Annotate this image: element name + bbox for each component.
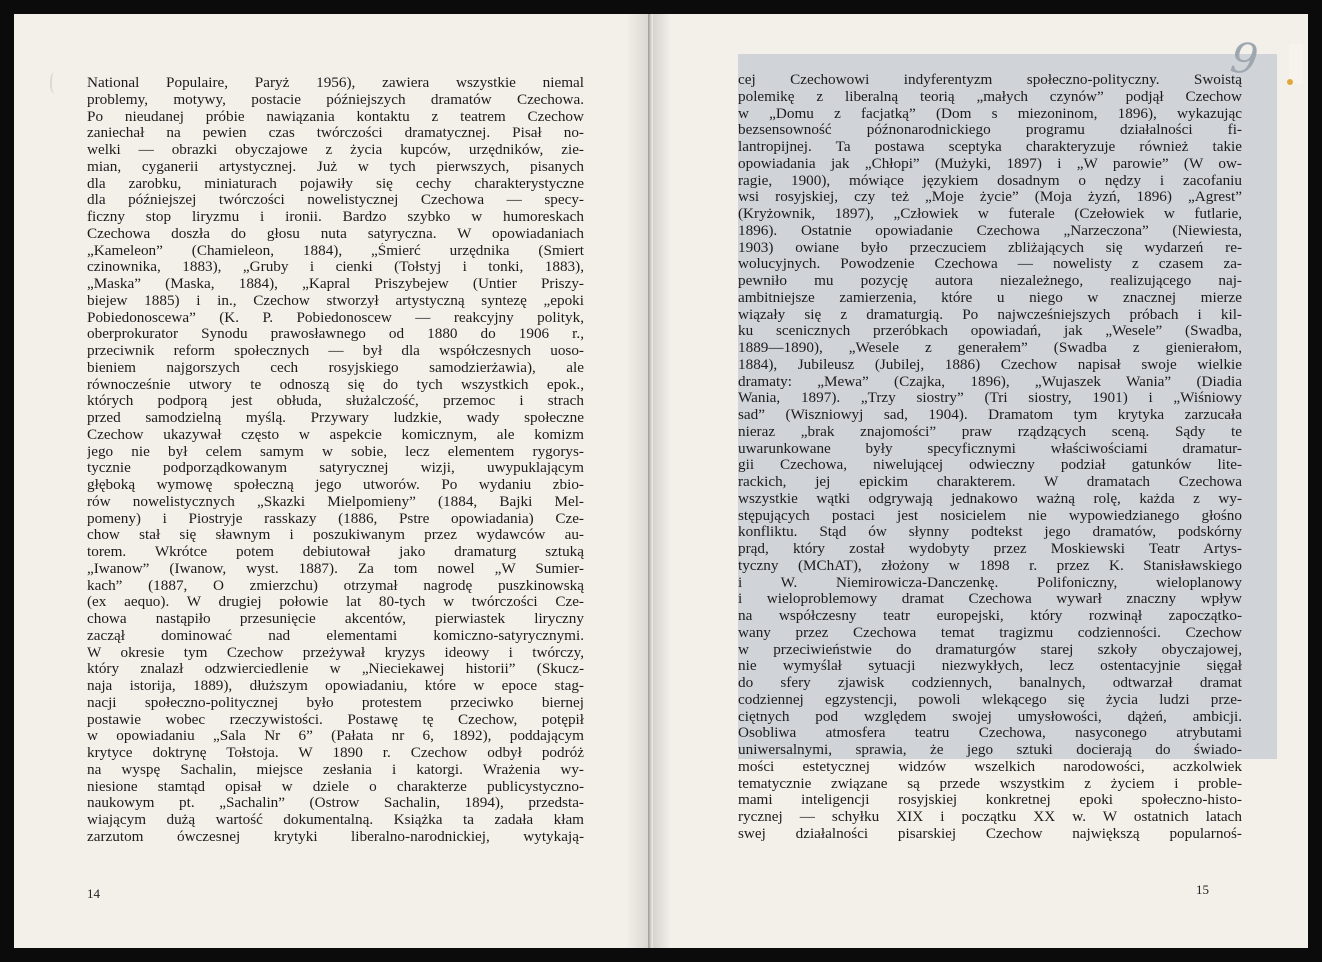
- text-line: naukowym pt. „Sachalin” (Ostrow Sachalin, 1894), przedsta-: [87, 795, 584, 812]
- text-line: i W. Niemirowicza-Danczenkę. Polifoniczny, wieloplanowy: [738, 574, 1242, 591]
- text-line: opowiadania jak „Chłopi” (Mużyki, 1897) i „W parowie” (W ow-: [738, 155, 1242, 172]
- text-line: uwarunkowane były specyficznymi właściwościami dramatur-: [738, 440, 1242, 457]
- text-line: dla późniejszej twórczości nowelistycznej Czechowa — specy-: [87, 192, 584, 209]
- text-line: nieraz „brak znajomości” praw rządzących sceną. Sądy te: [738, 423, 1242, 440]
- text-line: Pobiedonoscewa” (K. P. Pobiedonoscew — reakcyjny polityk,: [87, 309, 584, 326]
- right-page: [653, 14, 1308, 948]
- text-line: wsi rosyjskiej, czy też „Moje życie” (Moja żyzń, 1896) „Agrest”: [738, 189, 1242, 206]
- text-line: 1903) owiane było przeczuciem zbliżających się wydarzeń re-: [738, 239, 1242, 256]
- text-line: ku scenicznych przeróbkach opowiadań, jak „Wesele” (Swadba,: [738, 323, 1242, 340]
- text-line: na współczesny teatr europejski, który rozwinął zapoczątko-: [738, 608, 1242, 624]
- text-line: problemy, motywy, postacie późniejszych dramatów Czechowa.: [87, 91, 584, 108]
- text-line: cej Czechowowi indyferentyzm społeczno-polityczny. Swoistą: [738, 72, 1242, 88]
- text-line: Wania, 1897). „Trzy siostry” (Tri siostry, 1901) i „Wiśniowy: [738, 390, 1242, 407]
- text-line: rycznej — schyłku XIX i początku XX w. W ostatnich latach: [738, 809, 1242, 825]
- text-line: w „Domu z facjatką” (Dom s miezoninom, 1896), wykazując: [738, 105, 1242, 122]
- text-line: dla zarobku, miniaturach pojawiły się cechy charakterystyczne: [87, 175, 584, 192]
- text-line: i wieloproblemowy dramat Czechowa wywarł znaczny wpływ: [738, 591, 1242, 608]
- text-line: ficzny stop liryzmu i ironii. Bardzo szybko w humoreskach: [87, 209, 584, 225]
- text-line: niesione stamtąd opisał w dziele o charakterze publicystyczno-: [87, 778, 584, 795]
- text-line: „Maska” (Maska, 1884), „Kapral Priszybejew (Untier Priszy-: [87, 276, 584, 292]
- text-line: postawie wobec rzeczywistości. Postawę tę Czechow, potępił: [87, 711, 584, 728]
- text-line: tycznie podporządkowanym satyrycznej wizji, uwypuklającym: [87, 460, 584, 477]
- text-line: ambitniejsze zamierzenia, które u niego w znacznej mierze: [738, 289, 1242, 306]
- text-line: zaczął dominować nad elementami komiczno-satyrycznymi.: [87, 627, 584, 644]
- text-line: który znalazł odzwierciedlenie w „Nieciekawej historii” (Skucz-: [87, 661, 584, 678]
- text-line: do sfery zjawisk codziennych, banalnych, odtwarzał dramat: [738, 675, 1242, 691]
- text-line: w opowiadaniu „Sala Nr 6” (Pałata nr 6, 1892), poddającym: [87, 728, 584, 745]
- text-line: tyczny (MChAT), złożony w 1898 r. przez K. Stanisławskiego: [738, 557, 1242, 574]
- text-line: (ex aequo). W drugiej połowie lat 80-tych w twórczości Cze-: [87, 594, 584, 611]
- text-line: wiązały się z dramaturgią. Po najwcześniejszych próbach i kil-: [738, 306, 1242, 323]
- text-line: swej działalności pisarskiej Czechow największą popularnoś-: [738, 825, 1242, 842]
- orange-dot-mark: [1287, 79, 1293, 85]
- text-line: W okresie tym Czechow przeżywał kryzys ideowy i twórczy,: [87, 644, 584, 661]
- left-page-number: 14: [87, 886, 100, 901]
- text-line: prąd, który został wydobyty przez Moskiewski Teatr Artys-: [738, 541, 1242, 557]
- text-line: „Kameleon” (Chamieleon, 1884), „Śmierć urzędnika (Smiert: [87, 242, 584, 259]
- text-line: głęboką wymowę społeczną jego utworów. Po wydaniu zbio-: [87, 477, 584, 493]
- text-line: uniwersalnymi, sprawia, że jego sztuki docierają do świado-: [738, 742, 1242, 758]
- text-line: bezsensowność późnonarodnickiego programu działalności fi-: [738, 122, 1242, 139]
- text-line: zarzutom ówczesnej krytyki liberalno-narodnickiej, wytykają-: [87, 828, 584, 845]
- text-line: równocześnie utwory te odnoszą się do tych wszystkich epok.,: [87, 376, 584, 393]
- text-line: bieniem najgorszych cech rosyjskiego samodzierżawia), ale: [87, 359, 584, 376]
- text-line: chow stał się sławnym i poszukiwanym przez wydawców au-: [87, 527, 584, 544]
- text-line: mian, cyganerii artystycznej. Już w tych pierwszych, pisanych: [87, 158, 584, 175]
- text-line: „Iwanow” (Iwanow, wyst. 1887). Za tom nowel „W Sumier-: [87, 560, 584, 577]
- text-line: tematycznie związane są przede wszystkim z życiem i proble-: [738, 775, 1242, 792]
- text-line: Osobliwa atmosfera teatru Czechowa, nasyconego atrybutami: [738, 725, 1242, 742]
- text-line: stępujących postaci jest nosicielem nie wypowiedzianego głośno: [738, 507, 1242, 524]
- text-line: konfliktu. Stąd ów słynny podtekst jego dramatów, podskórny: [738, 524, 1242, 541]
- text-line: gii Czechowa, niwelującej odwieczny podział gatunków lite-: [738, 457, 1242, 474]
- text-line: rów nowelistycznych „Skazki Mielpomieny” (1884, Bajki Mel-: [87, 493, 584, 510]
- text-line: dramaty: „Mewa” (Czajka, 1896), „Wujaszek Wania” (Diadia: [738, 373, 1242, 390]
- text-line: nie wymyślał sytuacji niezwykłych, lecz ostentacyjnie sięgał: [738, 658, 1242, 675]
- text-line: wolucyjnych. Powodzenie Czechowa — nowelisty z czasem za-: [738, 256, 1242, 273]
- text-line: przeciwnik reform społecznych — był dla współczesnych uoso-: [87, 343, 584, 359]
- text-line: (Kryżownik, 1897), „Człowiek w futerale (Czełowiek w futlarie,: [738, 206, 1242, 222]
- text-line: ragie, 1900), mówiące językiem dosadnym o nędzy i zacofaniu: [738, 172, 1242, 189]
- text-line: codziennej egzystencji, powoli wlekącego się życia ludzi prze-: [738, 691, 1242, 708]
- text-line: lantropijnej. Ta postawa sceptyka charakteryzuje również takie: [738, 139, 1242, 155]
- text-line: naja istorija, 1889), dłuższym opowiadaniu, które w epoce stag-: [87, 678, 584, 694]
- text-line: wszystkie wątki odgrywają jednakowo ważną rolę, każda z wy-: [738, 490, 1242, 507]
- right-page-text: [738, 72, 1242, 843]
- text-line: oberprokurator Synodu prawosławnego od 1880 do 1906 r.,: [87, 326, 584, 343]
- text-line: welki — obrazki obyczajowe z życia kupców, urzędników, zie-: [87, 142, 584, 158]
- text-line: mości estetycznej widzów wszelkich narodowości, aczkolwiek: [738, 758, 1242, 775]
- text-line: na wyspę Sachalin, miejsce zesłania i katorgi. Wrażenia wy-: [87, 761, 584, 778]
- text-line: Czechow ukazywał często w aspekcie komicznym, ale komizm: [87, 426, 584, 443]
- text-line: nacji społeczno-politycznej było protestem przeciwko biernej: [87, 694, 584, 711]
- text-line: których podporą jest obłuda, służalczość, przemoc i strach: [87, 393, 584, 410]
- text-line: kach” (1887, O zmierzchu) otrzymał nagrodę puszkinowską: [87, 577, 584, 594]
- left-page: [14, 14, 648, 948]
- text-line: mami inteligencji rosyjskiej konkretnej epoki społeczno-histo-: [738, 792, 1242, 809]
- text-line: Po nieudanej próbie nawiązania kontaktu z teatrem Czechow: [87, 108, 584, 125]
- text-line: biejew 1885) i in., Czechow stworzył artystyczną syntezę „epoki: [87, 292, 584, 309]
- text-line: polemikę z liberalną teorią „małych czynów” podjął Czechow: [738, 88, 1242, 105]
- text-line: pomeny) i Piostryje rasskazy (1886, Pstre opowiadania) Cze-: [87, 510, 584, 527]
- left-page-text: [87, 75, 584, 846]
- text-line: National Populaire, Paryż 1956), zawiera wszystkie niemal: [87, 75, 584, 91]
- text-line: zaniechał na pewien czas twórczości dramatycznej. Pisał no-: [87, 125, 584, 142]
- page-edge-tab: [1289, 44, 1303, 84]
- text-line: czinownika, 1883), „Gruby i cienki (Tołstyj i tonki, 1883),: [87, 259, 584, 276]
- text-line: pewniło mu pozycję autora niezależnego, realizującego naj-: [738, 273, 1242, 289]
- text-line: przed samodzielną myślą. Przywary ludzkie, wady społeczne: [87, 410, 584, 426]
- text-line: rackich, jej epickim charakterem. W dramatach Czechowa: [738, 474, 1242, 490]
- text-line: chowa nastąpiło przesunięcie akcentów, pierwiastek liryczny: [87, 611, 584, 627]
- text-line: 1884), Jubileusz (Jubilej, 1886) Czechow napisał swoje wielkie: [738, 356, 1242, 373]
- text-line: jego nie był celem samym w sobie, lecz elementem rygorys-: [87, 443, 584, 460]
- text-line: 1889—1890), „Wesele z generałem” (Swadba z gienierałom,: [738, 340, 1242, 356]
- text-line: wiającym dużą wartość dokumentalną. Książka ta zadała kłam: [87, 812, 584, 828]
- text-line: torem. Wkrótce potem debiutował jako dramaturg sztuką: [87, 544, 584, 560]
- text-line: 1896). Ostatnie opowiadanie Czechowa „Narzeczona” (Niewiesta,: [738, 222, 1242, 239]
- right-page-number: 15: [1196, 882, 1209, 897]
- text-line: wany przez Czechowa temat tragizmu codzienności. Czechow: [738, 624, 1242, 641]
- text-line: w przeciwieństwie do dramaturgów starej szkoły obyczajowej,: [738, 641, 1242, 658]
- handwritten-annotation: 9: [1227, 32, 1262, 85]
- text-line: ciętnych pod względem swojej umysłowości, dążeń, ambicji.: [738, 708, 1242, 725]
- text-line: sad” (Wiszniowyj sad, 1904). Dramatom tym krytyka zarzucała: [738, 407, 1242, 423]
- pencil-mark: [50, 72, 62, 94]
- text-line: Czechowa doszła do głosu nuta satyryczna. W opowiadaniach: [87, 225, 584, 242]
- text-line: krytyce doktrynę Tołstoja. W 1890 r. Czechow odbył podróż: [87, 745, 584, 761]
